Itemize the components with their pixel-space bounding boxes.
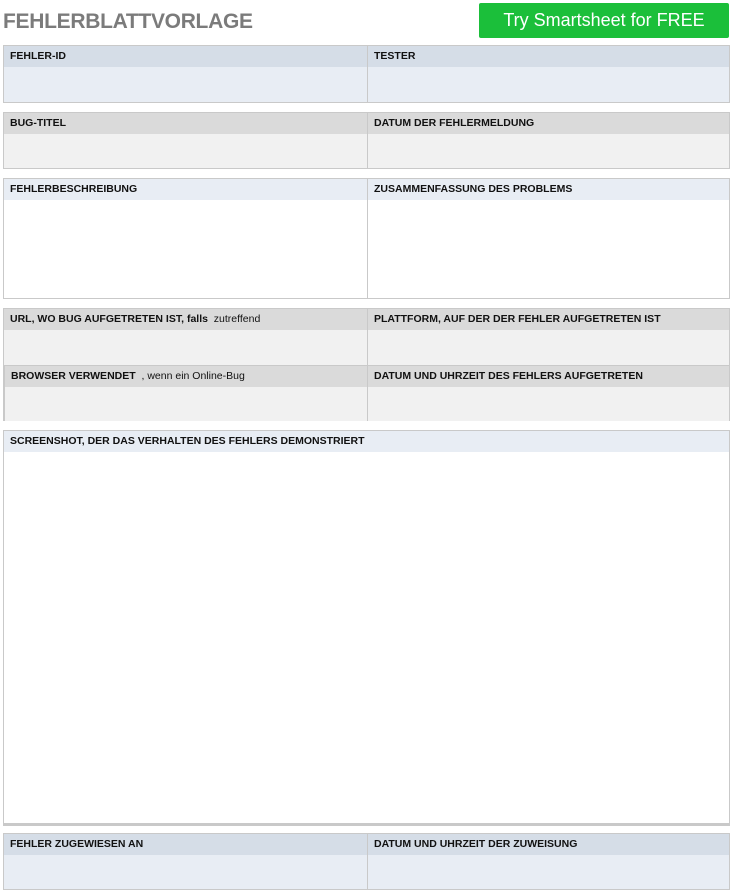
url-label-bold: URL, WO BUG AUFGETRETEN IST, falls [10, 313, 208, 325]
url-label [4, 309, 367, 330]
try-smartsheet-button[interactable]: Try Smartsheet for FREE [479, 3, 729, 38]
zusammenfassung-field[interactable] [368, 200, 729, 298]
id-tester-section [3, 45, 730, 103]
tester-label: TESTER [368, 46, 729, 67]
datum-fehlermeldung-label: DATUM DER FEHLERMELDUNG [368, 113, 729, 134]
datum-fehlermeldung-field[interactable] [368, 134, 729, 168]
bug-titel-field[interactable] [4, 134, 367, 168]
datum-aufgetreten-cell [367, 365, 729, 421]
screenshot-field[interactable] [4, 452, 729, 823]
datum-aufgetreten-field[interactable] [368, 387, 729, 421]
screenshot-section [3, 430, 730, 826]
url-cell [4, 309, 367, 365]
zugewiesen-label: FEHLER ZUGEWIESEN AN [4, 834, 367, 855]
browser-cell [4, 365, 367, 421]
datum-zuweisung-cell [367, 834, 729, 889]
url-label-note: zutreffend [213, 313, 261, 325]
title-date-section [3, 112, 730, 169]
fehler-id-label: FEHLER-ID [4, 46, 367, 67]
datum-zuweisung-field[interactable] [368, 855, 729, 889]
fehlerbeschreibung-field[interactable] [4, 200, 367, 298]
fehlerbeschreibung-label: FEHLERBESCHREIBUNG [4, 179, 367, 200]
browser-label-bold: BROWSER VERWENDET [11, 370, 136, 382]
browser-label [5, 366, 367, 387]
browser-field[interactable] [5, 387, 367, 421]
plattform-field[interactable] [368, 330, 729, 365]
bug-titel-label: BUG-TITEL [4, 113, 367, 134]
zugewiesen-field[interactable] [4, 855, 367, 889]
description-section [3, 178, 730, 299]
screenshot-cell [4, 431, 729, 823]
tester-field[interactable] [368, 67, 729, 102]
bug-titel-cell [4, 113, 367, 168]
page-title: FEHLERBLATTVORLAGE [3, 10, 253, 33]
screenshot-label: SCREENSHOT, DER DAS VERHALTEN DES FEHLERS DEMONSTRIERT [4, 431, 729, 452]
zugewiesen-cell [4, 834, 367, 889]
url-field[interactable] [4, 330, 367, 365]
datum-fehlermeldung-cell [367, 113, 729, 168]
environment-section [3, 308, 730, 421]
assignment-section [3, 833, 730, 890]
datum-zuweisung-label: DATUM UND UHRZEIT DER ZUWEISUNG [368, 834, 729, 855]
fehlerbeschreibung-cell [4, 179, 367, 298]
plattform-cell [367, 309, 729, 365]
fehler-id-field[interactable] [4, 67, 367, 102]
zusammenfassung-label: ZUSAMMENFASSUNG DES PROBLEMS [368, 179, 729, 200]
plattform-label: PLATTFORM, AUF DER DER FEHLER AUFGETRETEN IST [368, 309, 729, 330]
zusammenfassung-cell [367, 179, 729, 298]
tester-cell [367, 46, 729, 102]
fehler-id-cell [4, 46, 367, 102]
browser-label-note: , wenn ein Online-Bug [141, 370, 245, 382]
datum-aufgetreten-label: DATUM UND UHRZEIT DES FEHLERS AUFGETRETEN [368, 366, 729, 387]
